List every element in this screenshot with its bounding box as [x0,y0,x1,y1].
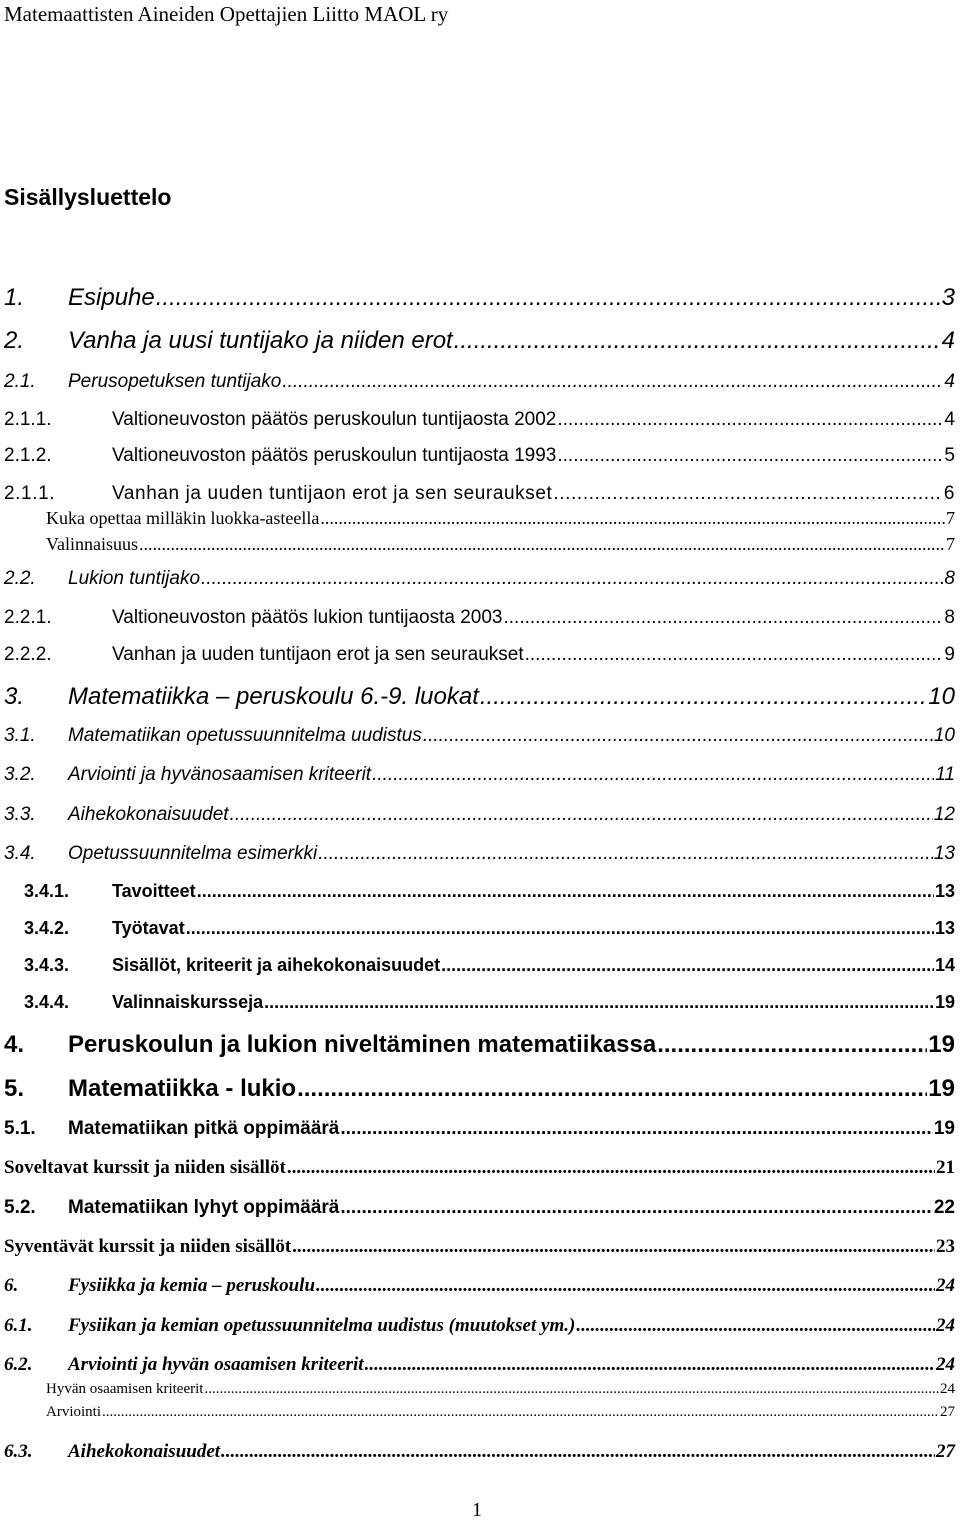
toc-page: 24 [940,1381,955,1397]
toc-page: 6 [943,483,955,504]
toc-title: Esipuhe [68,284,155,311]
toc-page: 3 [941,284,955,311]
toc-entry[interactable] [4,1315,955,1337]
toc-title: Soveltavat kurssit ja niiden sisällöt [4,1157,286,1178]
toc-title: Matematiikan lyhyt oppimäärä [68,1197,340,1218]
toc-page: 24 [936,1315,955,1336]
toc-title: Matematiikka - lukio [68,1075,297,1102]
toc-title: Peruskoulun ja lukion niveltäminen matematiikassa [68,1031,657,1058]
toc-title: Hyvän osaamisen kriteerit [46,1381,204,1397]
toc-title: Valinnaisuus [46,534,138,554]
dot-leader [197,881,934,902]
toc-entry[interactable] [46,1404,955,1421]
dot-leader [553,483,942,505]
toc-title: Työtavat [112,918,185,938]
toc-entry[interactable] [4,1075,955,1103]
toc-entry[interactable] [4,1275,955,1297]
toc-page: 4 [944,371,955,392]
toc-number: 3.3. [4,804,36,825]
dot-leader [557,445,943,467]
toc-page: 22 [933,1197,955,1218]
dot-leader [204,1381,939,1398]
dot-leader [340,1118,932,1140]
dot-leader [139,534,945,555]
dot-leader [156,284,941,312]
toc-number: 3.2. [4,764,36,785]
toc-page: 4 [944,409,955,430]
toc-number: 4. [4,1031,25,1058]
toc-number: 6.3. [4,1441,33,1462]
toc-title: Vanhan ja uuden tuntijaon erot ja sen seuraukset [112,644,524,665]
toc-number: 5. [4,1075,25,1102]
toc-entry[interactable] [24,918,955,939]
dot-leader [503,607,943,629]
toc-title: Perusopetuksen tuntijako [68,371,282,392]
dot-leader [287,1157,935,1179]
toc-entry[interactable] [4,607,955,629]
toc-title: Kuka opettaa milläkin luokka-asteella [46,508,320,528]
toc-entry[interactable] [4,568,955,590]
toc-title: Tavoitteet [112,881,196,901]
toc-entry[interactable] [4,327,955,355]
toc-entry[interactable] [4,843,955,865]
toc-entry[interactable] [4,1031,955,1059]
toc-entry[interactable] [4,764,955,786]
toc-page: 14 [934,955,955,975]
dot-leader [480,683,927,711]
toc-entry[interactable] [4,483,955,505]
page-number: 1 [472,1499,482,1521]
toc-page: 19 [933,1118,955,1139]
dot-leader [221,1441,935,1463]
toc-page: 19 [928,1031,955,1058]
toc-number: 3. [4,683,25,710]
toc-title: Aihekokonaisuudet [68,804,229,825]
toc-page: 4 [941,327,955,354]
toc-page: 10 [933,725,955,746]
toc-page: 13 [933,843,955,864]
toc-page: 10 [928,683,955,710]
dot-leader [201,568,943,590]
toc-page: 13 [934,918,955,938]
toc-title: Vanha ja uusi tuntijako ja niiden erot [68,327,453,354]
toc-number: 3.1. [4,725,36,746]
dot-leader [186,918,934,939]
dot-leader [297,1075,927,1103]
toc-title: Matematiikan opetussuunnitelma uudistus [68,725,422,746]
page-title: Sisällysluettelo [4,184,172,210]
toc-page: 11 [935,764,955,785]
dot-leader [454,327,941,355]
toc-entry[interactable] [4,284,955,312]
toc-page: 27 [940,1404,955,1420]
dot-leader [576,1315,935,1337]
toc-page: 7 [946,508,955,528]
toc-page: 19 [928,1075,955,1102]
toc-page: 13 [934,881,955,901]
dot-leader [340,1197,932,1219]
toc-entry[interactable] [46,508,955,529]
dot-leader [292,1236,935,1258]
document-header: Matemaattisten Aineiden Opettajien Liitto MAOL ry [4,2,449,26]
toc-number: 2.1.1. [4,483,56,504]
toc-number: 2. [4,327,25,354]
toc-entry[interactable] [4,1157,955,1179]
toc-title: Lukion tuntijako [68,568,201,589]
toc-number: 6. [4,1275,19,1296]
dot-leader [102,1404,939,1421]
toc-page: 5 [944,445,955,466]
toc-page: 12 [933,804,955,825]
toc-number: 5.1. [4,1118,36,1139]
toc-page: 23 [936,1236,955,1257]
toc-number: 3.4.3. [24,955,70,975]
toc-number: 2.1. [4,371,36,392]
toc-number: 6.1. [4,1315,33,1336]
toc-entry[interactable] [4,804,955,826]
toc-page: 27 [936,1441,955,1462]
toc-title: Vanhan ja uuden tuntijaon erot ja sen seuraukset [112,483,553,504]
toc-entry[interactable] [24,955,955,976]
dot-leader [230,804,933,826]
toc-number: 3.4.4. [24,992,70,1012]
toc-entry[interactable] [4,1236,955,1258]
toc-page: 24 [936,1354,955,1375]
toc-entry[interactable] [46,534,955,555]
toc-entry[interactable] [4,1197,955,1219]
toc-title: Arviointi ja hyvänosaamisen kriteerit [68,764,372,785]
dot-leader [320,508,945,529]
dot-leader [264,992,934,1013]
toc-number: 2.1.1. [4,409,52,430]
toc-page: 7 [946,534,955,554]
toc-page: 19 [934,992,955,1012]
dot-leader [525,644,944,666]
toc-number: 2.2.1. [4,607,52,628]
toc-title: Fysiikan ja kemian opetussuunnitelma uudistus (muutokset ym.) [68,1315,576,1336]
toc-page: 8 [944,607,955,628]
toc-entry[interactable] [4,1354,955,1376]
toc-title: Matematiikan pitkä oppimäärä [68,1118,340,1139]
toc-entry[interactable] [4,371,955,393]
toc-title: Valtioneuvoston päätös lukion tuntijaosta 2003 [112,607,503,628]
toc-page: 21 [936,1157,955,1178]
toc-title: Opetussuunnitelma esimerkki [68,843,318,864]
toc-entry[interactable] [4,409,955,431]
toc-number: 3.4.1. [24,881,70,901]
dot-leader [372,764,934,786]
dot-leader [282,371,943,393]
dot-leader [557,409,943,431]
toc-page: 24 [936,1275,955,1296]
toc-title: Arviointi ja hyvän osaamisen kriteerit [68,1354,364,1375]
dot-leader [423,725,933,747]
toc-entry[interactable] [4,725,955,747]
toc-title: Valtioneuvoston päätös peruskoulun tuntijaosta 2002 [112,409,557,430]
toc-title: Fysiikka ja kemia – peruskoulu [68,1275,316,1296]
toc-page: 9 [944,644,955,665]
toc-title: Arviointi [46,1404,101,1420]
toc-entry[interactable] [4,1441,955,1463]
toc-title: Sisällöt, kriteerit ja aihekokonaisuudet [112,955,441,975]
dot-leader [318,843,933,865]
toc-entry[interactable] [46,1381,955,1398]
toc-number: 5.2. [4,1197,36,1218]
toc-number: 3.4. [4,843,36,864]
dot-leader [657,1031,927,1059]
dot-leader [365,1354,935,1376]
toc-page: 8 [944,568,955,589]
toc-entry[interactable] [24,881,955,902]
toc-title: Matematiikka – peruskoulu 6.-9. luokat [68,683,479,710]
toc-number: 2.1.2. [4,445,52,466]
toc-number: 3.4.2. [24,918,70,938]
toc-number: 2.2. [4,568,36,589]
toc-title: Syventävät kurssit ja niiden sisällöt [4,1236,292,1257]
toc-entry[interactable] [4,683,955,711]
dot-leader [441,955,934,976]
toc-entry[interactable] [4,644,955,666]
toc-title: Valinnaiskursseja [112,992,264,1012]
toc-title: Valtioneuvoston päätös peruskoulun tuntijaosta 1993 [112,445,557,466]
dot-leader [316,1275,935,1297]
toc-number: 2.2.2. [4,644,52,665]
toc-entry[interactable] [4,445,955,467]
toc-title: Aihekokonaisuudet [68,1441,221,1462]
toc-number: 6.2. [4,1354,33,1375]
toc-number: 1. [4,284,25,311]
toc-entry[interactable] [4,1118,955,1140]
toc-entry[interactable] [24,992,955,1013]
